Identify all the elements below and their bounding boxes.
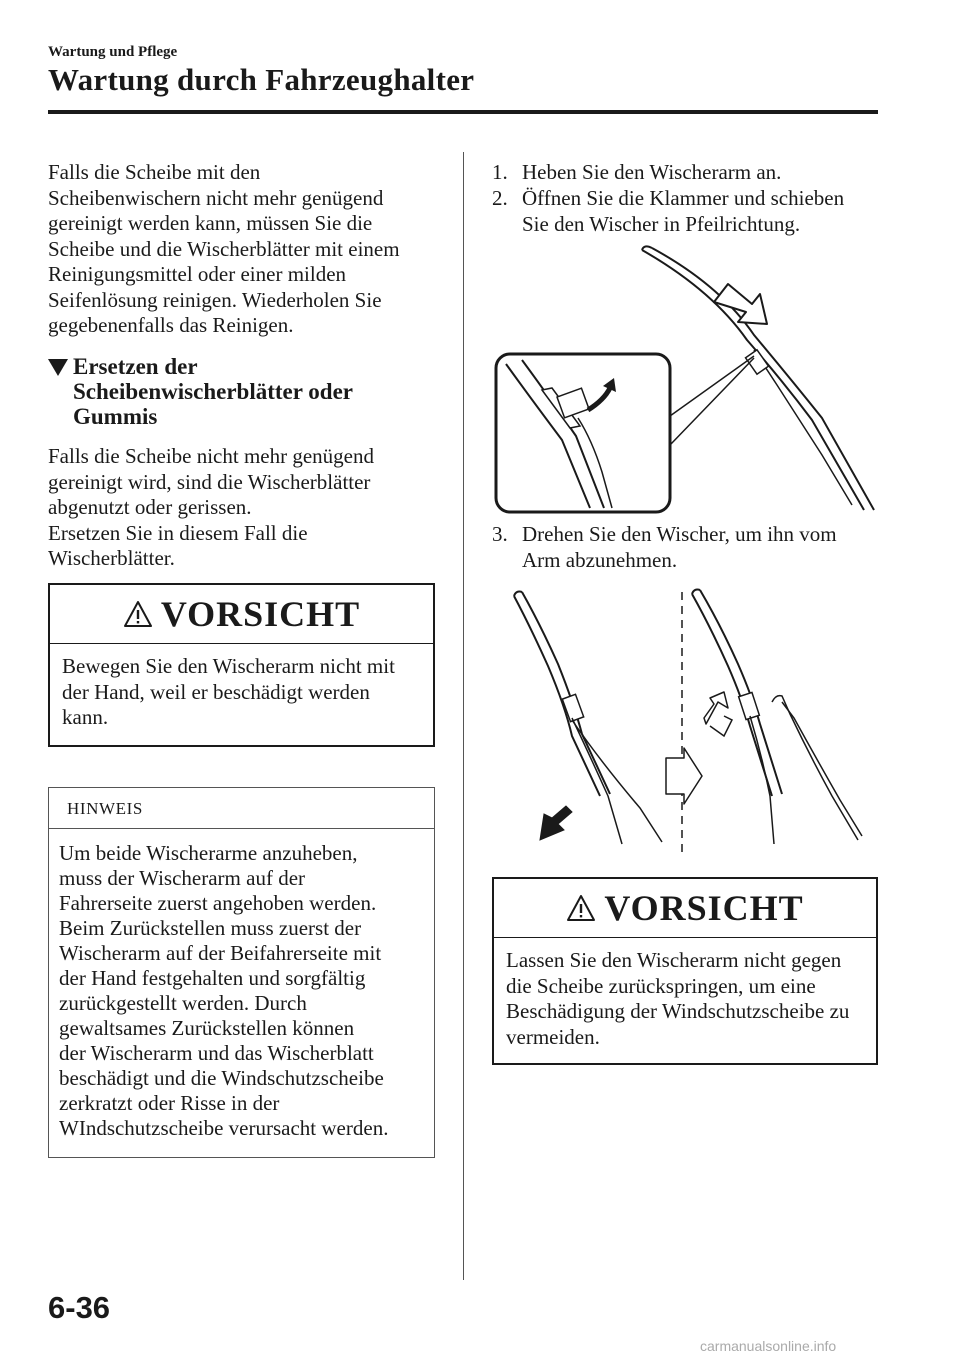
column-divider [463, 152, 464, 1280]
caution-line: kann. [62, 705, 109, 729]
body-line: gereinigt wird, sind die Wischerblätter [48, 469, 371, 494]
step-line: Heben Sie den Wischerarm an. [522, 160, 782, 184]
step-line: Drehen Sie den Wischer, um ihn vom [522, 522, 837, 546]
chapter-title: Wartung durch Fahrzeughalter [48, 62, 475, 97]
step-2 [492, 186, 844, 237]
note-line: Um beide Wischerarme anzuheben, [59, 841, 358, 865]
body-line: Falls die Scheibe nicht mehr genügend [48, 444, 375, 468]
step-number: 2. [492, 186, 508, 210]
step-line: Sie den Wischer in Pfeilrichtung. [522, 211, 801, 236]
heading-line: Scheibenwischerblätter oder [73, 379, 354, 404]
note-header: HINWEIS [49, 788, 434, 829]
wiper-removal-illustration [510, 586, 870, 861]
intro-line: Scheibe und die Wischerblätter mit einem [48, 236, 400, 261]
note-line: WIndschutzscheibe verursacht werden. [59, 1116, 389, 1140]
body-line: Wischerblätter. [48, 546, 175, 570]
warning-triangle-icon [566, 894, 596, 922]
intro-line: Scheibenwischern nicht mehr genügend [48, 185, 384, 210]
step-line: Arm abzunehmen. [522, 547, 678, 572]
caution-header [494, 879, 876, 938]
heading-line: Gummis [73, 404, 158, 429]
caution-line: Bewegen Sie den Wischerarm nicht mit [62, 654, 395, 678]
intro-paragraph [48, 160, 400, 339]
step-number: 3. [492, 522, 508, 546]
caution-header [50, 585, 433, 644]
note-line: zerkratzt oder Risse in der [59, 1091, 280, 1115]
caution-body [494, 938, 876, 1050]
caution-title: VORSICHT [604, 888, 804, 928]
step-number: 1. [492, 160, 508, 184]
heading-line: Ersetzen der [73, 354, 198, 379]
page-number: 6-36 [48, 1290, 111, 1325]
note-line: muss der Wischerarm auf der [59, 866, 306, 890]
caution-line: Beschädigung der Windschutzscheibe zu [506, 999, 850, 1023]
section-label: Wartung und Pflege [48, 44, 178, 60]
watermark: carmanualsonline.info [700, 1338, 837, 1354]
caution-box-right [492, 877, 878, 1065]
note-line: Beim Zurückstellen muss zuerst der [59, 916, 362, 940]
step-1 [492, 160, 781, 186]
intro-line: gereinigt werden kann, müssen Sie die [48, 211, 373, 235]
step-3 [492, 522, 837, 573]
note-body [49, 829, 434, 1141]
step-line: Öffnen Sie die Klammer und schieben [522, 186, 845, 210]
wiper-clip-illustration [492, 240, 882, 515]
body-line: Ersetzen Sie in diesem Fall die [48, 520, 308, 545]
caution-body [50, 644, 433, 731]
body-paragraph [48, 444, 374, 572]
caution-line: Lassen Sie den Wischerarm nicht gegen [506, 948, 842, 972]
intro-line: Falls die Scheibe mit den [48, 160, 261, 184]
intro-line: Seifenlösung reinigen. Wiederholen Sie [48, 287, 382, 312]
caution-title: VORSICHT [160, 594, 361, 634]
intro-line: gegebenenfalls das Reinigen. [48, 313, 294, 337]
triangle-bullet-icon [48, 359, 68, 376]
note-line: Fahrerseite zuerst angehoben werden. [59, 891, 377, 915]
note-box [48, 787, 435, 1158]
body-line: abgenutzt oder gerissen. [48, 495, 252, 519]
note-line: zurückgestellt werden. Durch [59, 991, 307, 1015]
note-line: Wischerarm auf der Beifahrerseite mit [59, 941, 382, 965]
caution-box [48, 583, 435, 747]
section-heading [48, 354, 353, 429]
header-rule [48, 110, 878, 114]
caution-line: der Hand, weil er beschädigt werden [62, 679, 370, 704]
intro-line: Reinigungsmittel oder einer milden [48, 262, 347, 286]
note-line: der Hand festgehalten und sorgfältig [59, 966, 366, 990]
note-line: beschädigt und die Windschutzscheibe [59, 1066, 384, 1090]
note-line: gewaltsames Zurückstellen können [59, 1016, 355, 1040]
note-line: der Wischerarm und das Wischerblatt [59, 1041, 374, 1065]
caution-line: die Scheibe zurückspringen, um eine [506, 973, 816, 998]
warning-triangle-icon [123, 600, 153, 628]
caution-line: vermeiden. [506, 1024, 600, 1049]
